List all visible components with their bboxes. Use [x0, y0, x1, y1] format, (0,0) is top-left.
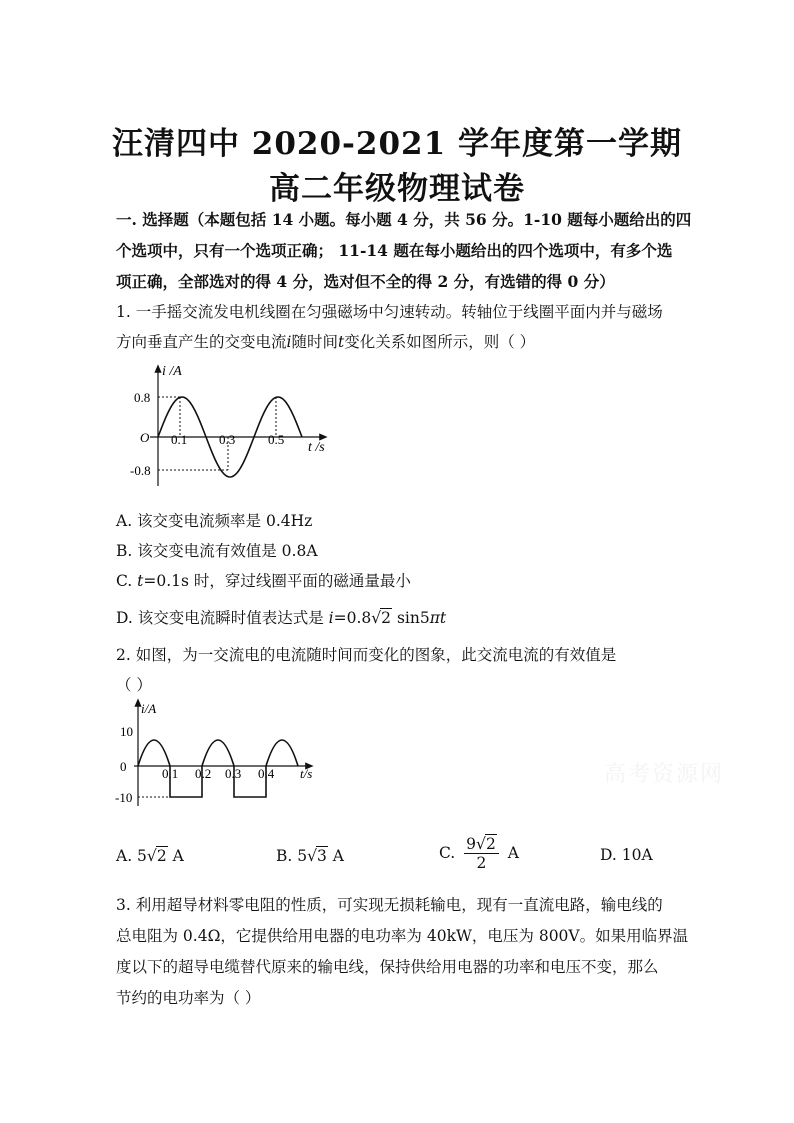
- sqrt-icon: √: [371, 609, 382, 627]
- q1-option-d-root: 2: [381, 609, 392, 627]
- q1-sine-graph: [128, 362, 338, 490]
- q2-option-a-prefix: A. 5: [116, 847, 147, 865]
- q2-option-c-unit: A: [502, 844, 519, 862]
- q1-x-label: t /s: [308, 440, 325, 455]
- q1-y-label: i /A: [162, 364, 182, 379]
- fraction-numerator: [464, 834, 499, 854]
- exam-subtitle: 高二年级物理试卷: [269, 171, 525, 207]
- q2-x-tick-03: 0.3: [225, 766, 242, 781]
- q1-y-neg-label: -0.8: [130, 463, 151, 478]
- q2-option-a: [116, 846, 184, 865]
- sqrt-icon: √: [307, 847, 317, 865]
- q2-arch-2: [202, 740, 234, 766]
- q1-origin-label: O: [140, 430, 150, 445]
- q2-x-tick-01: 0.1: [162, 766, 179, 781]
- section-line-2: 个选项中，只有一个选项正确； 11-14 题在每小题给出的四个选项中，有多个选: [116, 241, 673, 260]
- q2-line-1: 2. 如图，为一交流电的电流随时间而变化的图象，此交流电流的有效值是: [116, 646, 617, 664]
- q2-option-c-fraction: [464, 834, 499, 872]
- q2-x-tick-04: 0.4: [258, 766, 275, 781]
- q1-y-pos-label: 0.8: [134, 390, 151, 405]
- q2-x-label: t/s: [300, 766, 313, 781]
- q2-option-b-root: 3: [317, 847, 327, 865]
- q1-option-c-text: =0.1s 时，穿过线圈平面的磁通量最小: [143, 572, 411, 590]
- q2-option-c: [439, 834, 519, 872]
- section-instructions: [116, 204, 696, 297]
- sqrt-icon: √: [146, 847, 157, 865]
- q2-option-b-prefix: B. 5: [276, 847, 308, 865]
- q1-option-d-eq: =0.8: [333, 609, 372, 627]
- q2-option-a-root: 2: [156, 847, 167, 865]
- fraction-denominator: 2: [476, 854, 487, 872]
- q1-text: 方向垂直产生的交变电流: [116, 333, 287, 351]
- exam-title: 汪清四中 2020-2021 学年度第一学期: [111, 126, 682, 162]
- q2-y-neg-label: -10: [115, 790, 133, 805]
- q1-option-c-prefix: C.: [116, 572, 138, 590]
- q2-y-label: i/A: [141, 701, 157, 716]
- q1-option-a: A. 该交变电流频率是 0.4Hz: [116, 512, 313, 530]
- q1-text: 变化关系如图所示，则（ ）: [344, 333, 536, 351]
- q2-option-d: D. 10A: [600, 846, 653, 864]
- q3-line-4: 节约的电功率为（ ）: [116, 989, 261, 1007]
- q1-var-t: t: [338, 333, 345, 351]
- section-line-1: 一. 选择题（本题包括 14 小题。每小题 4 分，共 56 分。1-10 题每小题给出的四: [116, 210, 692, 229]
- q1-option-d-sin: sin5: [392, 609, 430, 627]
- q1-option-d-pit: πt: [429, 609, 447, 627]
- q1-option-d-var: i: [328, 609, 334, 627]
- sqrt-icon: √: [476, 835, 486, 853]
- q1-line-1: 1. 一手摇交流发电机线圈在匀强磁场中匀速转动。转轴位于线圈平面内并与磁场: [116, 303, 663, 321]
- q2-x-tick-02: 0.2: [195, 766, 212, 781]
- q3-line-1: 3. 利用超导材料零电阻的性质，可实现无损耗输电，现有一直流电路，输电线的: [116, 896, 663, 914]
- section-line-3: 项正确，全部选对的得 4 分，选对但不全的得 2 分，有选错的得 0 分）: [116, 272, 615, 291]
- q1-x-tick-05: 0.5: [268, 432, 285, 447]
- q2-halfwave-graph: [112, 698, 332, 810]
- q2-origin-label: 0: [120, 759, 127, 774]
- q1-option-c-var: t: [137, 572, 144, 590]
- q2-y-pos-label: 10: [120, 724, 133, 739]
- q2-arch-3: [266, 740, 298, 766]
- q1-text: 随时间: [291, 333, 338, 351]
- numerator-root: 2: [485, 835, 496, 853]
- q2-option-c-prefix: C.: [439, 844, 456, 862]
- q3-line-2: 总电阻为 0.4Ω，它提供给用电器的电功率为 40kW，电压为 800V。如果用临界温: [116, 927, 689, 945]
- q2-line-2: （ ）: [116, 676, 152, 694]
- q1-option-b: B. 该交变电流有效值是 0.8A: [116, 542, 318, 560]
- q1-var-i: i: [286, 333, 292, 351]
- q2-option-b-unit: A: [327, 847, 344, 865]
- q1-option-d-prefix: D. 该交变电流瞬时值表达式是: [116, 609, 329, 627]
- numerator-coeff: 9: [466, 835, 477, 853]
- q1-option-c: [116, 569, 411, 591]
- q2-option-b: [276, 846, 344, 865]
- q2-option-a-unit: A: [167, 847, 184, 865]
- q1-x-tick-01: 0.1: [171, 432, 188, 447]
- q1-x-tick-03: 0.3: [219, 432, 236, 447]
- q3-line-3: 度以下的超导电缆替代原来的输电线，保持供给用电器的功率和电压不变，那么: [116, 958, 659, 976]
- q2-arch-1: [138, 740, 170, 766]
- q1-option-d: [116, 606, 446, 628]
- watermark: 高考资源网: [604, 762, 725, 787]
- q1-line-2: [116, 330, 535, 352]
